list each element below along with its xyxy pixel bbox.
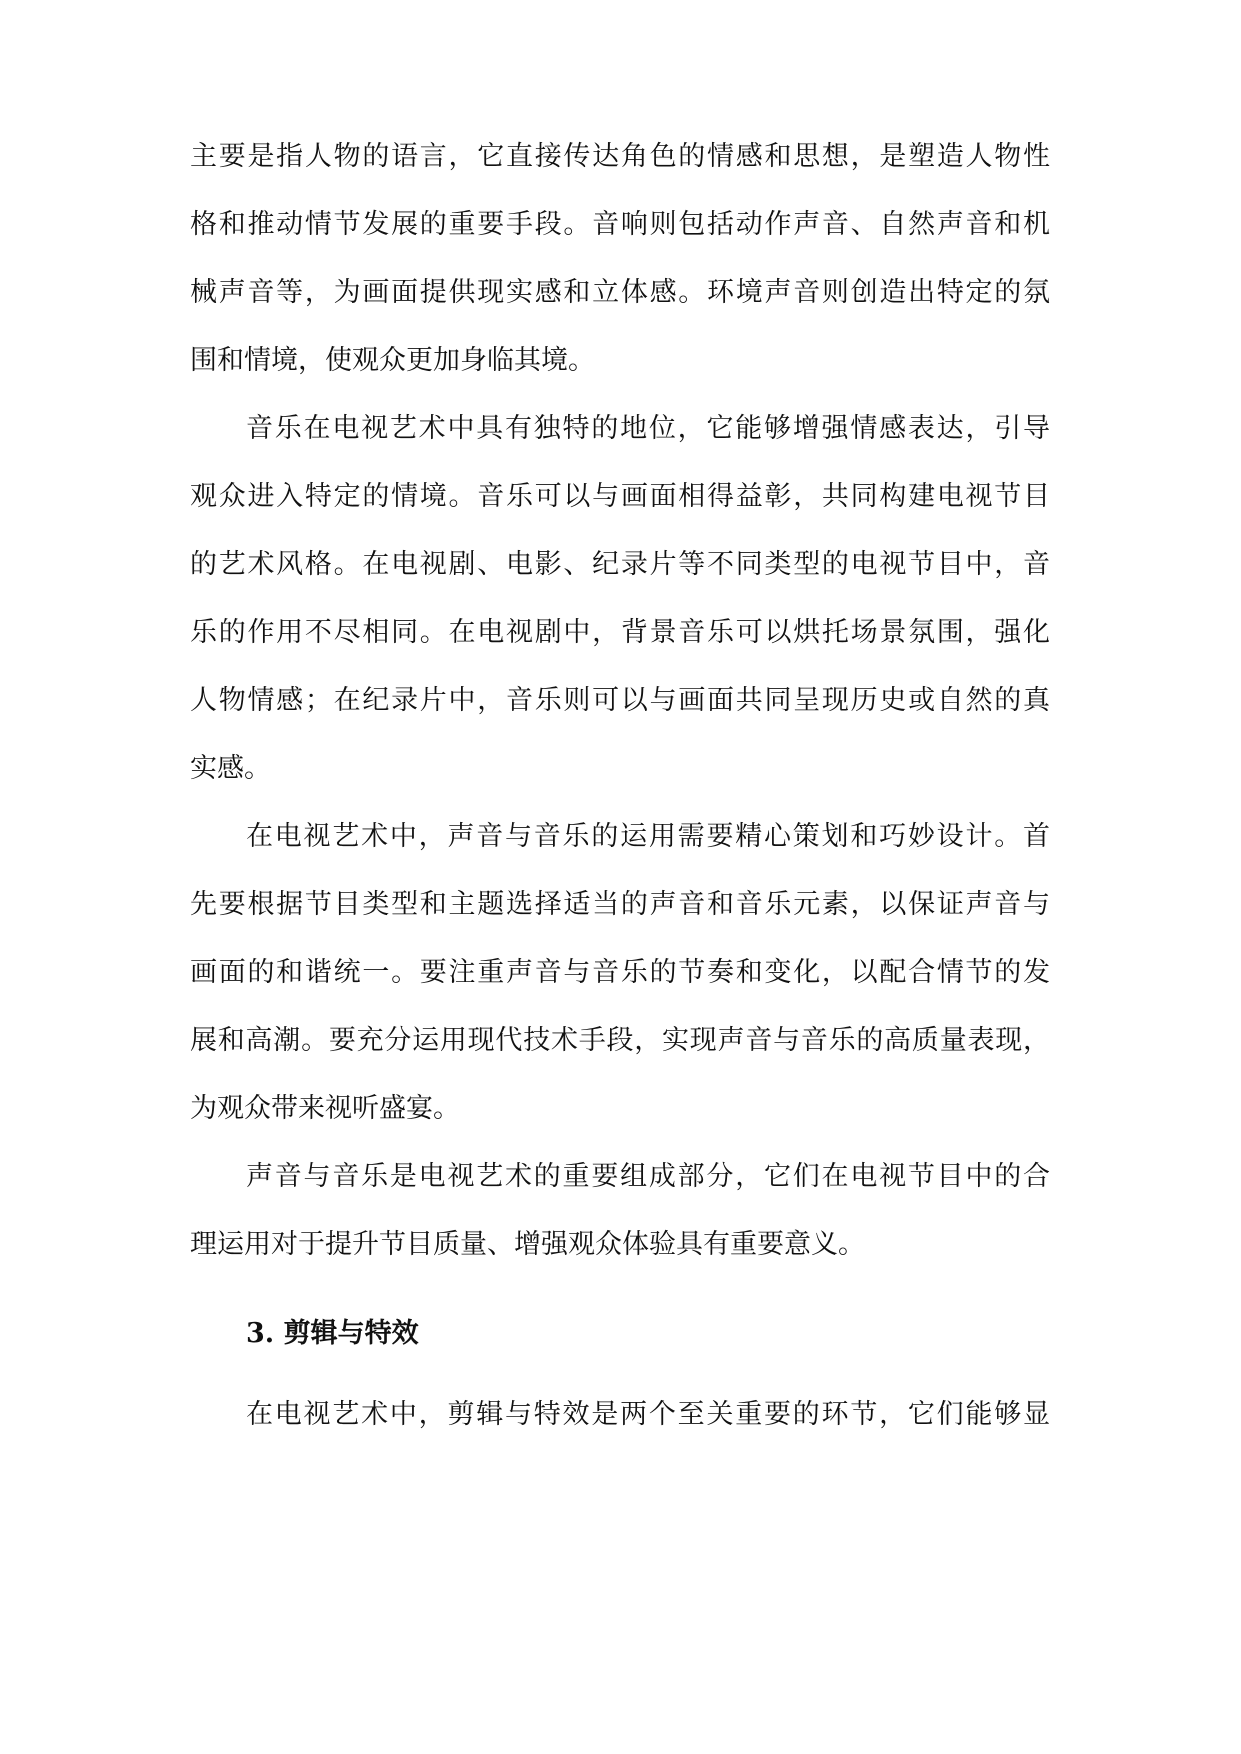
paragraph-1-line-1: 主要是指人物的语言，它直接传达角色的情感和思想，是塑造人物性: [190, 141, 1050, 172]
section-heading: 3. 剪辑与特效: [246, 1318, 419, 1349]
paragraph-2-line-4: 乐的作用不尽相同。在电视剧中，背景音乐可以烘托场景氛围，强化: [190, 617, 1050, 648]
paragraph-3-line-5: 为观众带来视听盛宴。: [190, 1093, 460, 1124]
paragraph-3-line-1: 在电视艺术中，声音与音乐的运用需要精心策划和巧妙设计。首: [246, 821, 1050, 852]
paragraph-2-line-6: 实感。: [190, 753, 271, 784]
paragraph-4-line-1: 声音与音乐是电视艺术的重要组成部分，它们在电视节目中的合: [246, 1161, 1050, 1192]
paragraph-2-line-5: 人物情感；在纪录片中，音乐则可以与画面共同呈现历史或自然的真: [190, 685, 1050, 716]
paragraph-3-line-4: 展和高潮。要充分运用现代技术手段，实现声音与音乐的高质量表现，: [190, 1025, 1050, 1056]
paragraph-3-line-3: 画面的和谐统一。要注重声音与音乐的节奏和变化，以配合情节的发: [190, 957, 1050, 988]
paragraph-4-line-2: 理运用对于提升节目质量、增强观众体验具有重要意义。: [190, 1229, 865, 1260]
paragraph-1-line-2: 格和推动情节发展的重要手段。音响则包括动作声音、自然声音和机: [190, 209, 1050, 240]
paragraph-5-line-1: 在电视艺术中，剪辑与特效是两个至关重要的环节，它们能够显: [246, 1399, 1050, 1430]
paragraph-3-line-2: 先要根据节目类型和主题选择适当的声音和音乐元素，以保证声音与: [190, 889, 1050, 920]
paragraph-2-line-2: 观众进入特定的情境。音乐可以与画面相得益彰，共同构建电视节目: [190, 481, 1050, 512]
paragraph-1-line-3: 械声音等，为画面提供现实感和立体感。环境声音则创造出特定的氛: [190, 277, 1050, 308]
paragraph-2-line-3: 的艺术风格。在电视剧、电影、纪录片等不同类型的电视节目中，音: [190, 549, 1050, 580]
paragraph-1-line-4: 围和情境，使观众更加身临其境。: [190, 345, 595, 376]
paragraph-2-line-1: 音乐在电视艺术中具有独特的地位，它能够增强情感表达，引导: [246, 413, 1050, 444]
